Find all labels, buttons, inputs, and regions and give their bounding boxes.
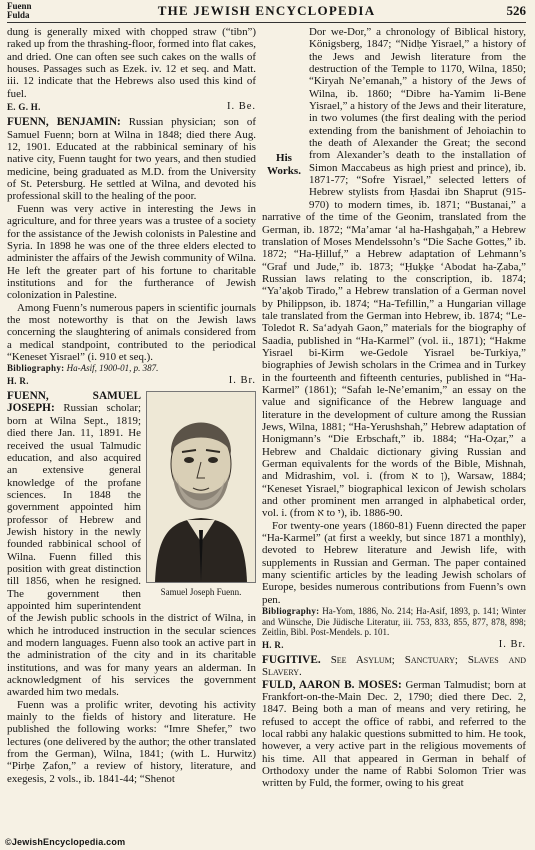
samuel-signature [262, 639, 526, 651]
portrait-caption: Samuel Joseph Fuenn. [160, 587, 242, 598]
benjamin-sig-left: H. R. [7, 375, 29, 386]
header-rule [7, 22, 526, 23]
benjamin-sig-right: I. Br. [228, 374, 256, 386]
fuld-entry [262, 679, 526, 790]
samuel-paragraph-2: Fuenn was a prolific writer, devoting his activity mainly to the fields of history and literature. He published the following works: “Imre Shefer,” two lectures (one delivered by the author; the other translated from the German), Wilna, 1841; (with L. Hurwitz) “Pirḥe Ẓafon,” a review of history, literature, and exegesis, 2 vols., ib. 1841-44; “Shenot [7, 698, 256, 785]
site-footer[interactable]: ©JewishEncyclopedia.com [5, 837, 126, 847]
portrait-engraving [147, 392, 255, 582]
benjamin-bibliography [7, 363, 256, 374]
karmel-paragraph: For twenty-one years (1860-81) Fuenn directed the paper “Ha-Karmel” (at first a weekly, but since 1871 a monthly), devoted to Hebrew literature and Jewish life, with supplements in Russian and German. The paper contained many scientific articles by the leading Jewish scholars of Europe, besides numerous contributions from Fuenn’s own pen. [262, 519, 526, 606]
benjamin-headword: FUENN, BENJAMIN: [7, 116, 121, 129]
page-number: 526 [506, 3, 526, 18]
his-works-sidehead: His Works. [267, 152, 301, 177]
benjamin-paragraph-3: Among Fuenn’s numerous papers in scientific journals the most noteworthy is that on the Jewish laws concerning the slaughtering of animals considered from a medical standpoint, contributed to the periodical “Keneset Yisrael” (i. 910 et seq.). [7, 301, 256, 363]
intro-sig-right: I. Be. [226, 101, 256, 113]
portrait-figure [146, 391, 256, 601]
right-column [262, 26, 526, 790]
benjamin-text: Russian physician; son of Samuel Fuenn; born at Wilna in 1848; died there Aug. 12, 1901. Educated at the rabbinical seminary of his native city, Fuenn taught for two years, and then studied medicine, being graduated as M.D. from the University of St. Petersburg. He settled at Wilna, and devoted his professional skill to the healing of the poor. [7, 116, 256, 203]
fuld-text: German Talmudist; born at Frankfort-on-the-Main Dec. 2, 1790; died there Dec. 2, 1847. Being both a man of means and very retiring, he refused to accept the office of rabbi, and referred to the local rabbi any halakic questions submitted to him. He took, however, a very active part in the religious movements of his time. All that appeared in German in behalf of Orthodoxy under the name of Rabbi Solomon Trier was written by Fuld, the former, owing to his great [262, 678, 526, 790]
publication-title: THE JEWISH ENCYCLOPEDIA [157, 3, 376, 18]
samuel-text: Russian scholar; born at Wilna Sept., 1819; died there Jan. 11, 1891. He received the usual Talmudic education, and also acquired an extensive general knowledge of the profane sciences. In 1848 the government appointed him professor of Hebrew and Jewish history in the newly founded rabbinical school of Wilna. Fuenn filled this position with great distinction till 1856, when he resigned. The government then appointed him superintendent of the Jewish public schools in the district of Wilna, in which he introduced instruction in the secular sciences and modern languages. Fuenn also took an active part in the administration of the city and in its charitable institutions, and was for many years an alderman. In acknowledgment of his services the government awarded him two medals. [7, 402, 256, 699]
portrait-image [146, 391, 256, 583]
bibliography-label: Bibliography: [262, 606, 320, 617]
running-head: Fuenn Fulda [7, 1, 32, 20]
fugitive-crossref[interactable]: See Asylum; Sanctuary; Slaves and Slavery. [262, 654, 526, 679]
samuel-sig-left: H. R. [262, 639, 284, 650]
fugitive-headword: FUGITIVE. [262, 654, 321, 666]
benjamin-paragraph-2: Fuenn was very active in interesting the Jews in agriculture, and for three years was a trustee of a society for the assistance of the Jewish colonists in Palestine and Syria. In 1898 he was one of the three elders elected to administer the affairs of the Jewish community of Wilna. He left the greater part of his fortune to charitable institutions and for the furtherance of Jewish colonization in Palestine. [7, 202, 256, 302]
works-paragraph: Dor we-Dor,” a chronology of Biblical history, Königsberg, 1847; “Nidḥe Yisrael,” a history of the Jews and Jewish literature from the destruction of the Temple to 1170, Wilna, 1850; “Kiryah Ne’emanah,” a history of the Jews of Wilna, ib. 1860; “Dibre ha-Yamim li-Bene Yisrael,” a history of the Jews and their literature, in two volumes (the first dealing with the period extending from the banishment of Jehoiachin to the death of Alexander the Great; the second from Alexander’s death to the installation of Simon Maccabeus as high priest and prince), ib. 1871-77; “Sofre Yisrael,” selected letters of Hebrew stylists from Ḥasdai ibn Shaprut (915-970) to modern times, ib. 1871; “Bustanai,” a narrative of the time of the Geonim, translated from the German, ib. 1872; “Ma’amar ‘al ha-Hashgaḥah,” a Hebrew translation of Moses Mendelssohn’s “Die Sache Gottes,” ib. 1872; “Ha-Ḥilluf,” a Hebrew adaptation of Lehmann’s “Graf und Jude,” ib. 1873; “Ḥuḳḳe ‘Abodat ha-Ẓaba,” Russian laws relating to the conscription, ib. 1874; “Ya’aḳob Tirado,” a Hebrew translation of a German novel by Philippson, ib. 1874; “Ha-Tefillin,” a Hungarian village tale translated from the German into Hebrew, ib. 1874; “Le-Toledot R. Sa‘adyah Gaon,” materials for the biography of Saadia, published in “Ha-Karmel” (vol. ii., 1871); “Hakme Yisrael bi-Kirm we-Gedole Yisrael be-Turkiya,” biographies of Jewish scholars in the Crimea and in Turkey in the fourteenth and fifteenth centuries, published in “Ha-Karmel” (1861); “Safah le-Ne’emanim,” an essay on the value and significance of the Hebrew language and literature in the development of culture among the Russian Jews, Wilna, 1881; “Ha-Yerushshah,” Hebrew adaptation of Honigmann’s “Die Erbschaft,” ib. 1884; “Ha-Oẓar,” a Hebrew and Chaldaic dictionary giving Russian and German equivalents for the words of the Bible, Mishnah, and Midrashim, vol. i. (from א to ן), Warsaw, 1884; “Keneset Yisrael,” biographical lexicon of Jewish scholars and other prominent men arranged in alphabetical order, vol. i. (from א to י), ib. 1886-90. [262, 26, 526, 520]
left-column [7, 26, 256, 785]
samuel-headword: FUENN, SAMUEL JOSEPH: [7, 390, 141, 415]
bibliography-text: Ha-Yom, 1886, No. 214; Ha-Asif, 1893, p. 141; Winter and Wünsche, Die Jüdische Literatur, iii. 753, 833, 855, 877, 878, 898; Zeitlin, Bibl. Post-Mendels. p. 101. [262, 606, 527, 638]
benjamin-entry [7, 116, 256, 202]
bibliography-label: Bibliography: [7, 363, 65, 374]
samuel-sig-right: I. Br. [498, 638, 526, 650]
intro-signature [7, 101, 256, 113]
benjamin-signature [7, 375, 256, 387]
page-header [7, 2, 526, 22]
fuld-headword: FULD, AARON B. MOSES: [262, 678, 402, 691]
fugitive-entry [262, 654, 526, 679]
bibliography-text: Ha-Asif, 1900-01, p. 387. [66, 363, 159, 374]
intro-paragraph: dung is generally mixed with chopped straw (“tibn”) raked up from the thrashing-floor, formed into flat cakes, and dried. One can often see such cakes on the walls of houses. Passages such as Ezek. iv. 12 et seq. and Matt. iii. 12 indicate that the Hebrews also used this kind of fuel. [7, 26, 256, 100]
samuel-bibliography [262, 606, 526, 638]
intro-sig-left: E. G. H. [7, 102, 41, 113]
